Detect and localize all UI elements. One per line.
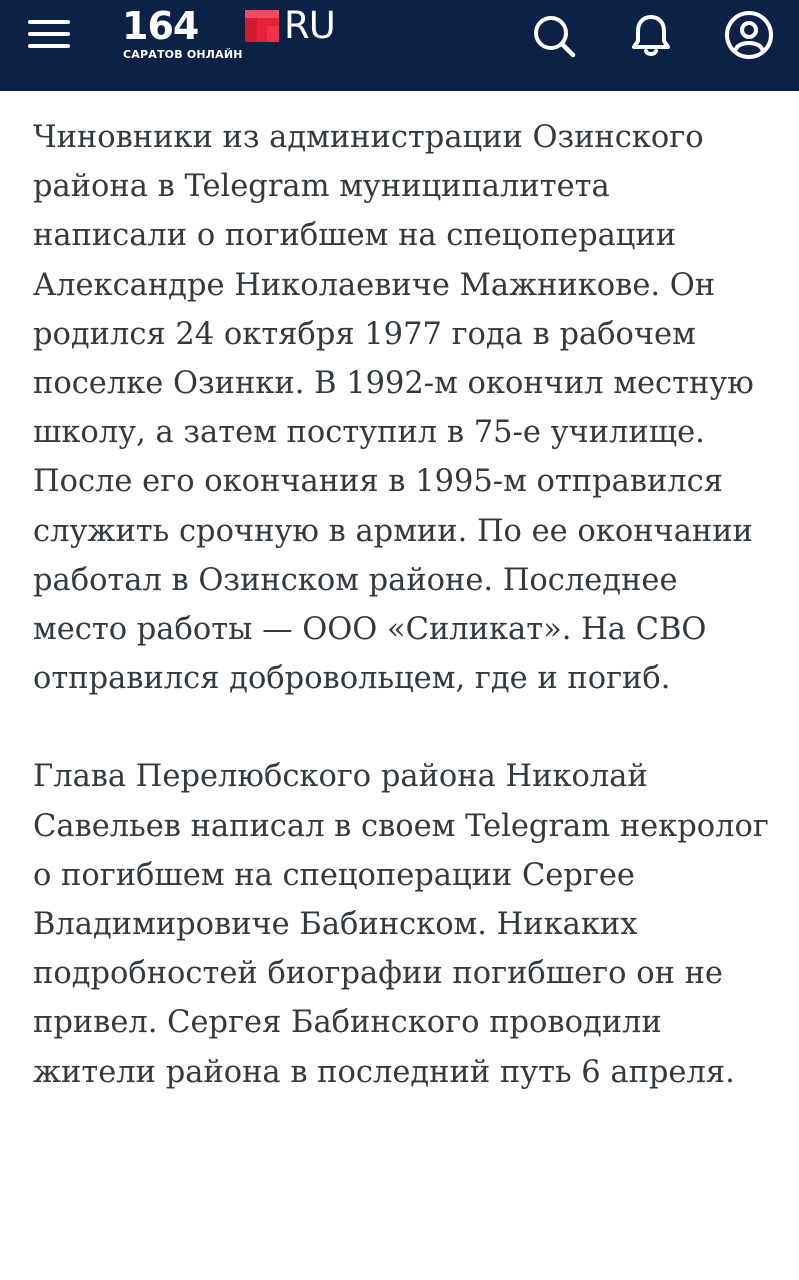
user-profile-icon (724, 10, 774, 60)
search-icon (528, 10, 578, 60)
logo-domain: RU (284, 4, 335, 47)
article-paragraph: Чиновники из администрации Озинского района в Telegram муниципалитета написали о погибшем на спецоперации Александре Николаевиче Мажникове. Он родился 24 октября 1977 года в рабочем поселке Озинки. В 1992-м окончил местную школу, а затем поступил в 75-е училище. После его окончания в 1995-м отправился служить срочную в армии. По ее окончании работал в Озинском районе. Последнее место работы — ООО «Силикат». На СВО отправился добровольцем, где и погиб. (33, 120, 754, 697)
logo-subtitle: САРАТОВ ОНЛАЙН (123, 48, 243, 61)
logo-mark-icon (245, 10, 279, 42)
logo-number: 164 (122, 4, 199, 48)
article-body (33, 113, 773, 1097)
search-button[interactable] (528, 10, 578, 60)
notifications-button[interactable] (626, 10, 676, 60)
site-logo[interactable] (122, 4, 362, 66)
menu-button[interactable] (22, 14, 76, 54)
article-paragraph: Глава Перелюбского района Николай Савельев написал в своем Telegram некролог о погибшем на спецоперации Сергее Владимировиче Бабинском. Никаких подробностей биографии погибшего он не привел. Сергея Бабинского проводили жители района в последний путь 6 апреля. (33, 759, 769, 1090)
profile-button[interactable] (724, 10, 774, 60)
site-header (0, 0, 799, 91)
bell-icon (626, 10, 676, 60)
